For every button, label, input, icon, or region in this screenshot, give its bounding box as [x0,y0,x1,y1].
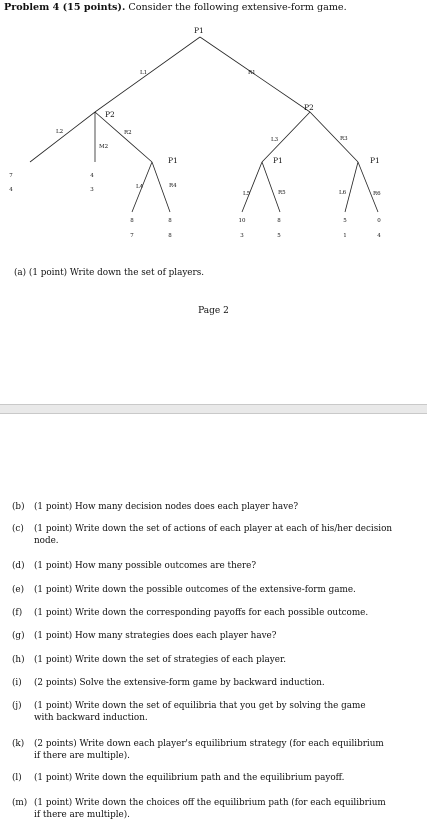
payoff-4-p1: 8 [168,218,172,224]
question-m: (m) (1 point) Write down the choices off the equilibrium path (for each equilibrium if there are multiple). [12,798,386,820]
action-L1: L1 [140,70,148,76]
tree-edges [30,37,378,212]
action-labels [56,70,381,197]
question-f: (f) (1 point) Write down the corresponding payoffs for each possible outcome. [12,608,369,618]
question-g: (g) (1 point) How many strategies does each player have? [12,631,277,641]
payoff-7-p1: 5 [343,218,347,224]
payoff-3-p1: 8 [130,218,134,224]
payoff-8-p2: 4 [377,233,381,239]
action-R4: R4 [169,183,177,189]
question-k: (k) (2 points) Write down each player's equilibrium strategy (for each equilibrium if there are multiple). [12,739,384,761]
edge-R3 [310,112,358,162]
node-label-p1-mid: P1 [273,156,283,165]
action-L4: L4 [136,184,144,190]
question-i: (i) (2 points) Solve the extensive-form game by backward induction. [12,678,325,688]
action-L2: L2 [56,129,64,135]
edge-L1 [95,37,200,112]
action-R1: R1 [248,70,256,76]
action-L3: L3 [271,137,279,143]
edge-R4 [152,162,170,212]
payoff-1-p1: 7 [9,173,13,179]
action-L5: L5 [243,191,251,197]
payoff-7-p2: 1 [343,233,347,239]
question-d: (d) (1 point) How many possible outcomes are there? [12,561,257,571]
question-b: (b) (1 point) How many decision nodes does each player have? [12,502,299,512]
edge-L2 [30,112,95,162]
node-label-p2-left: P2 [105,110,115,119]
node-label-root: P1 [194,26,204,35]
edge-L3 [262,112,310,162]
payoff-5-p1: 10 [238,218,246,224]
node-label-p2-right: P2 [304,103,314,112]
edge-R6 [358,162,378,212]
edge-R2 [95,112,152,162]
problem-label: Problem 4 (15 points). [4,2,126,13]
game-tree [0,0,427,260]
action-L6: L6 [339,190,347,196]
payoff-6-p2: 5 [277,233,281,239]
edge-L5 [242,162,262,212]
edge-L6 [345,162,358,212]
node-label-p1-right: P1 [370,156,380,165]
action-R3: R3 [340,136,348,142]
payoff-8-p1: 0 [377,218,381,224]
problem-intro: Consider the following extensive-form game. [128,2,347,13]
action-R2: R2 [124,130,132,136]
payoffs [9,173,381,239]
edge-R5 [262,162,280,212]
question-l: (l) (1 point) Write down the equilibrium path and the equilibrium payoff. [12,773,345,783]
question-c: (c) (1 point) Write down the set of actions of each player at each of his/her decision node. [12,524,393,546]
question-a: (a) (1 point) Write down the set of players. [14,268,205,278]
payoff-2-p2: 3 [90,187,94,193]
action-R6: R6 [373,191,381,197]
page-1 [0,0,427,404]
page-number: Page 2 [198,306,229,316]
question-h: (h) (1 point) Write down the set of strategies of each player. [12,655,287,665]
payoff-5-p2: 3 [240,233,244,239]
node-label-p1-left: P1 [168,156,178,165]
action-R5: R5 [278,190,286,196]
action-M2: M2 [99,144,109,150]
payoff-3-p2: 7 [130,233,134,239]
question-e: (e) (1 point) Write down the possible outcomes of the extensive-form game. [12,585,356,595]
payoff-1-p2: 4 [9,187,13,193]
page-separator [0,404,427,414]
payoff-2-p1: 4 [90,173,94,179]
question-j: (j) (1 point) Write down the set of equilibria that you get by solving the game with backward induction. [12,701,366,723]
payoff-4-p2: 8 [168,233,172,239]
payoff-6-p1: 8 [277,218,281,224]
